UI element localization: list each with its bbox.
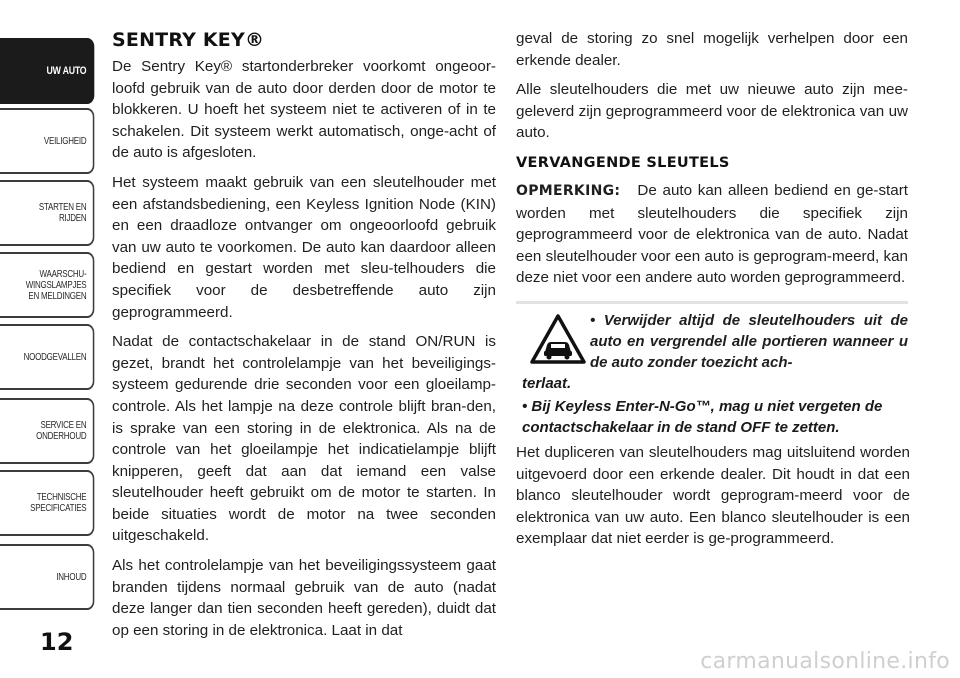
note-label: OPMERKING:: [516, 182, 621, 199]
paragraph: Als het controlelampje van het beveiligingssysteem gaat branden tijdens normaal gebruik van de auto (nadat deze langer dan tien seconden heeft gereden), duidt dat op een storing in de elektronica. Laat in dat: [112, 557, 496, 639]
note-text: De auto kan alleen bediend en ge-start worden met sleutelhouders die specifiek zijn geprogrammeerd voor de elektronica van de auto. Nadat een sleutelhouder voor een auto is geprogram-meerd, kan deze niet voor een andere auto worden geprogrammeerd.: [516, 181, 908, 287]
paragraph: Nadat de contactschakelaar in de stand ON/RUN is gezet, brandt het controlelampje van het beveiligings-systeem gedurende drie seconden voor een gloeilamp-controle. Als het lampje na deze controle blijft bran-den, is sprake van een storing in de elektronica. Als na de controle van het gloeilampje het indicatielampje blijft knipperen, geeft dat aan dat iemand een valse sleutelhouder heeft gebruikt om de motor te starten. In beide situaties wordt de motor na twee seconden uitgeschakeld.: [112, 333, 496, 545]
paragraph: De Sentry Key® startonderbreker voorkomt ongeoor-loofd gebruik van de auto door derden door de motor te blokkeren. U hoeft het systeem niet te activeren of in te schakelen. Dit systeem werkt automatisch, onge-acht of de auto is afgesloten.: [112, 58, 496, 162]
tab-inhoud[interactable]: INHOUD: [0, 544, 94, 610]
tab-service-en-onderhoud[interactable]: SERVICE EN ONDERHOUD: [0, 398, 94, 464]
tab-technische-specificaties[interactable]: TECHNISCHE SPECIFICATIES: [0, 470, 94, 536]
tab-starten-en-rijden[interactable]: STARTEN EN RIJDEN: [0, 180, 94, 246]
right-column: [516, 28, 908, 379]
paragraph: Het systeem maakt gebruik van een sleutelhouder met een afstandsbediening, een Keyless Ignition Node (KIN) en een draadloze ontvanger om ongeoorloofd gebruik van uw auto te voorkomen. De auto kan daardoor alleen bediend en gestart worden met sleu-telhouders die specifiek voor de desbetreffende auto zijn geprogrammeerd.: [112, 173, 496, 321]
warning-triangle-car-icon: [530, 314, 586, 364]
paragraph: Alle sleutelhouders die met uw nieuwe auto zijn mee-geleverd zijn geprogrammeerd voor de elektronica van uw auto.: [516, 81, 908, 142]
left-column: [112, 28, 496, 649]
warning-continuation: [516, 373, 910, 550]
watermark: carmanualsonline.info: [700, 649, 950, 674]
chapter-tabs: [0, 0, 96, 678]
warning-text-end: terlaat.: [522, 374, 572, 392]
tab-uw-auto[interactable]: UW AUTO: [0, 38, 94, 104]
warning-box: [516, 301, 908, 373]
note-paragraph: [516, 180, 908, 289]
subsection-heading: VERVANGENDE SLEUTELS: [516, 154, 730, 171]
paragraph: Het dupliceren van sleutelhouders mag uitsluitend worden uitgevoerd door een erkende dealer. Dit houdt in dat een blanco sleutelhouder wordt geprogram-meerd voor de elektronica van uw auto. Een blanco sleutelhouder is een exemplaar dat niet eerder is ge-programmeerd.: [516, 443, 910, 548]
tab-noodgevallen[interactable]: NOODGEVALLEN: [0, 324, 94, 390]
tab-veiligheid[interactable]: VEILIGHEID: [0, 108, 94, 174]
warning-text: • Verwijder altijd de sleutelhouders uit de auto en vergrendel alle portieren wanneer u de auto zonder toezicht ach-: [590, 311, 908, 371]
paragraph: geval de storing zo snel mogelijk verhelpen door een erkende dealer.: [516, 30, 908, 69]
tab-waarschuwingslampjes[interactable]: WAARSCHU- WINGSLAMPJES EN MELDINGEN: [0, 252, 94, 318]
page-number: 12: [40, 628, 74, 656]
warning-text-2: • Bij Keyless Enter-N-Go™, mag u niet vergeten de contactschakelaar in de stand OFF te zetten.: [522, 397, 883, 436]
section-title: SENTRY KEY®: [112, 29, 265, 51]
